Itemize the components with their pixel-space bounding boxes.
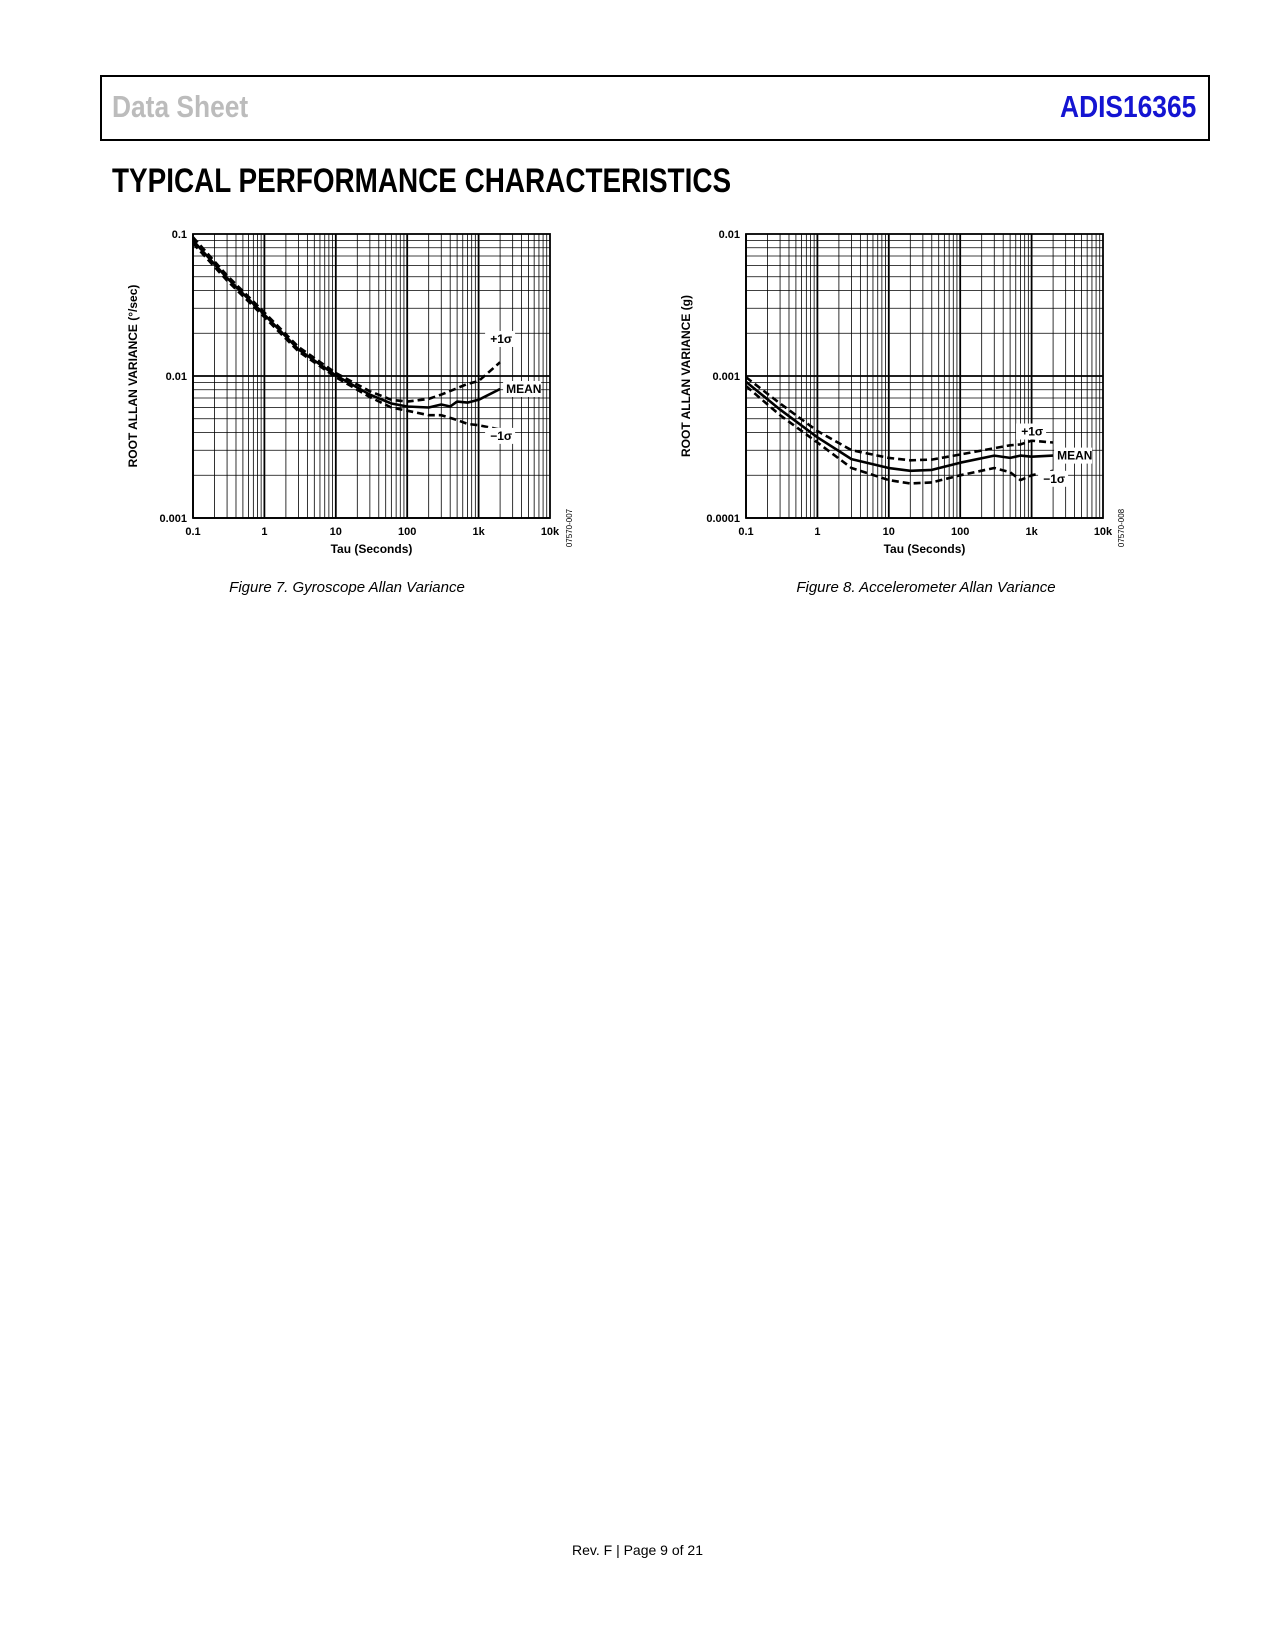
- figure-code: 07570-008: [1117, 508, 1126, 548]
- y-tick-label: 0.1: [171, 229, 187, 241]
- header-doc-type: Data Sheet: [112, 89, 249, 124]
- annotation-label: MEAN: [1057, 448, 1093, 463]
- figure-8: [672, 222, 1162, 570]
- series-line-minus-1-sigma: [193, 243, 500, 429]
- y-axis-label: ROOT ALLAN VARIANCE (°/sec): [126, 284, 140, 468]
- figure-code: 07570-007: [565, 508, 574, 548]
- x-tick-label: 10: [329, 526, 342, 538]
- annotation-label: +1σ: [1021, 424, 1044, 439]
- section-title: TYPICAL PERFORMANCE CHARACTERISTICS: [112, 162, 732, 200]
- x-tick-label: 1: [814, 526, 821, 538]
- x-tick-label: 10k: [540, 526, 560, 538]
- y-axis-label: ROOT ALLAN VARIANCE (g): [679, 295, 693, 457]
- accelerometer-allan-variance-chart: [672, 222, 1162, 570]
- x-tick-label: 0.1: [185, 526, 201, 538]
- x-tick-label: 1k: [1025, 526, 1038, 538]
- y-tick-label: 0.01: [718, 229, 740, 241]
- x-tick-label: 1: [261, 526, 268, 538]
- series-line-mean: [746, 382, 1053, 471]
- x-axis-label: Tau (Seconds): [883, 542, 966, 556]
- page-header: [100, 75, 1210, 141]
- annotation-label: +1σ: [490, 331, 513, 346]
- figure-8-caption: Figure 8. Accelerometer Allan Variance: [796, 579, 1056, 596]
- gyroscope-allan-variance-chart: [120, 222, 590, 570]
- figure-7: [120, 222, 590, 570]
- x-tick-label: 100: [951, 526, 970, 538]
- annotation-label: −1σ: [1043, 471, 1066, 486]
- y-tick-label: 0.0001: [706, 513, 740, 525]
- x-tick-label: 10k: [1093, 526, 1113, 538]
- series-line-plus-1-sigma: [193, 237, 500, 401]
- figure-7-caption: Figure 7. Gyroscope Allan Variance: [229, 579, 465, 596]
- x-axis-label: Tau (Seconds): [330, 542, 413, 556]
- annotation-label: MEAN: [506, 381, 542, 396]
- grid: [193, 234, 550, 518]
- x-tick-label: 0.1: [738, 526, 754, 538]
- header-part-number: ADIS16365: [1059, 89, 1196, 124]
- y-tick-label: 0.001: [159, 513, 187, 525]
- page-footer: Rev. F | Page 9 of 21: [571, 1542, 703, 1558]
- x-tick-label: 1k: [472, 526, 485, 538]
- annotation-label: −1σ: [490, 428, 513, 443]
- y-tick-label: 0.001: [712, 371, 740, 383]
- y-tick-label: 0.01: [165, 371, 187, 383]
- x-tick-label: 10: [882, 526, 895, 538]
- x-tick-label: 100: [398, 526, 417, 538]
